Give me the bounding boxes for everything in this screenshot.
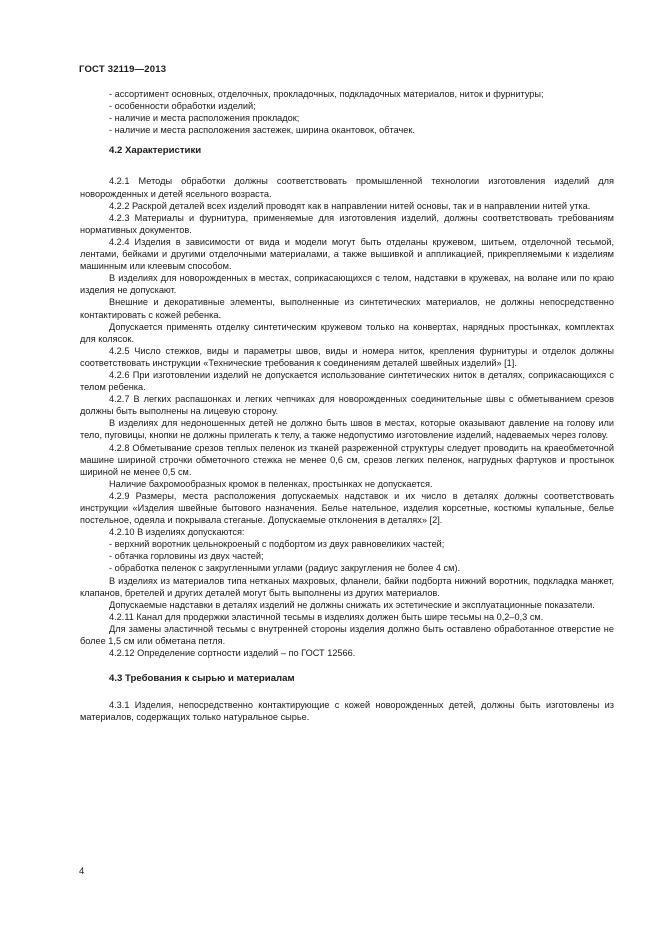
paragraph: - обработка пеленок с закругленными углами (радиус закругления не более 4 см). <box>109 563 461 574</box>
document-header: ГОСТ 32119—2013 <box>79 64 167 75</box>
paragraph: 4.3.1 Изделия, непосредственно контактирующие с кожей новорожденных детей, должны быть изготовлены из материалов, содержащих только натуральное сырье. <box>80 700 614 723</box>
paragraph: 4.2.8 Обметывание срезов теплых пеленок из тканей разреженной структуры следует проводить на краеобметочной машине шириной строчки обметочного стежка не менее 0,6 см, срезов легких пеленок, нагрудных фартуков и простынок шириной не менее 0,5 см. <box>80 442 614 477</box>
paragraph: Внешние и декоративные элементы, выполненные из синтетических материалов, не должны непосредственно контактировать с кожей ребенка. <box>80 297 614 320</box>
paragraph: Для замены эластичной тесьмы с внутренней стороны изделия должно быть оставлено обработанное отверстие не более 1,5 см или обметана петля. <box>80 623 614 647</box>
paragraph: Наличие бахромообразных кромок в пеленках, простынках не допускается. <box>109 478 433 489</box>
paragraph: 4.2.6 При изготовлении изделий не допускается использование синтетических ниток в деталях, соприкасающихся с телом ребенка. <box>80 369 614 393</box>
intro-item: - наличие и места расположения прокладок; <box>109 113 300 124</box>
paragraph: 4.2.4 Изделия в зависимости от вида и модели могут быть отделаны кружевом, шитьем, отделочной тесьмой, лентами, бейками и другими отделочными материалами, а также вышивкой и аппликацией, прикрепляемыми к изделиям машинным или клеевым способом. <box>80 236 614 272</box>
paragraph: В изделиях для новорожденных в местах, соприкасающихся с телом, надставки в кружевах, на волане или по краю изделия не допускают. <box>80 273 614 296</box>
paragraph: 4.2.9 Размеры, места расположения допускаемых надставок и их число в деталях должны соответствовать инструкции «Изделия швейные бытового назначения. Белье нательное, изделия корсетные, костюмы купальные, белье постельное, одеяла и покрывала стеганые. Допускаемые отклонения в деталях» [2]. <box>80 490 614 526</box>
paragraph: 4.2.1 Методы обработки должны соответствовать промышленной технологии изготовления изделий для новорожденных и детей ясельного возраста. <box>80 176 614 199</box>
intro-item: - наличие и места расположения застежек, ширина окантовок, обтачек. <box>109 125 415 136</box>
section-heading-4-2: 4.2 Характеристики <box>109 145 202 157</box>
paragraph: - верхний воротник цельнокроеный с подбортом из двух равновеликих частей; <box>109 539 445 550</box>
paragraph: - обтачка горловины из двух частей; <box>109 551 264 562</box>
page-number: 4 <box>79 866 85 877</box>
paragraph: В изделиях из материалов типа нетканых махровых, фланели, байки подборта нижний воротник, подкладка манжет, клапанов, бретелей и других деталей могут быть выполнены из других материалов. <box>80 575 614 598</box>
section-heading-4-3: 4.3 Требования к сырью и материалам <box>109 673 295 685</box>
paragraph: 4.2.2 Раскрой деталей всех изделий проводят как в направлении нитей основы, так и в направлении нитей утка. <box>109 200 591 211</box>
intro-item: - ассортимент основных, отделочных, прокладочных, подкладочных материалов, ниток и фурнитуры; <box>109 89 544 99</box>
paragraph: Допускается применять отделку синтетическим кружевом только на конвертах, нарядных простынках, комплектах для колясок. <box>80 321 614 344</box>
paragraph: 4.2.12 Определение сортности изделий – по ГОСТ 12566. <box>109 648 356 659</box>
page-content <box>80 88 614 724</box>
paragraph: В изделиях для недоношенных детей не должно быть швов в местах, которые оказывают давление на голову или тело, пуговицы, кнопки не должны прилегать к телу, а также недопустимо изготовление изделий, надеваемых через голову. <box>80 418 614 441</box>
paragraph: 4.2.11 Канал для продержки эластичной тесьмы в изделиях должен быть шире тесьмы на 0,2–0,3 см. <box>109 611 544 622</box>
paragraph: 4.2.5 Число стежков, виды и параметры швов, виды и номера ниток, крепления фурнитуры и отделок должны соответствовать инструкции «Технические требования к соединениям деталей швейных изделий» [1]. <box>80 345 614 368</box>
paragraph: 4.2.10 В изделиях допускаются: <box>109 527 245 538</box>
paragraph: 4.2.3 Материалы и фурнитура, применяемые для изготовления изделий, должны соответствовать требованиям нормативных документов. <box>80 212 614 235</box>
paragraph: 4.2.7 В легких распашонках и легких чепчиках для новорожденных соединительные швы с обметыванием срезов должны быть выполнены на лицевую сторону. <box>80 394 614 417</box>
paragraph: Допускаемые надставки в деталях изделий не должны снижать их эстетические и эксплуатационные показатели. <box>109 599 595 610</box>
intro-item: - особенности обработки изделий; <box>109 101 256 112</box>
